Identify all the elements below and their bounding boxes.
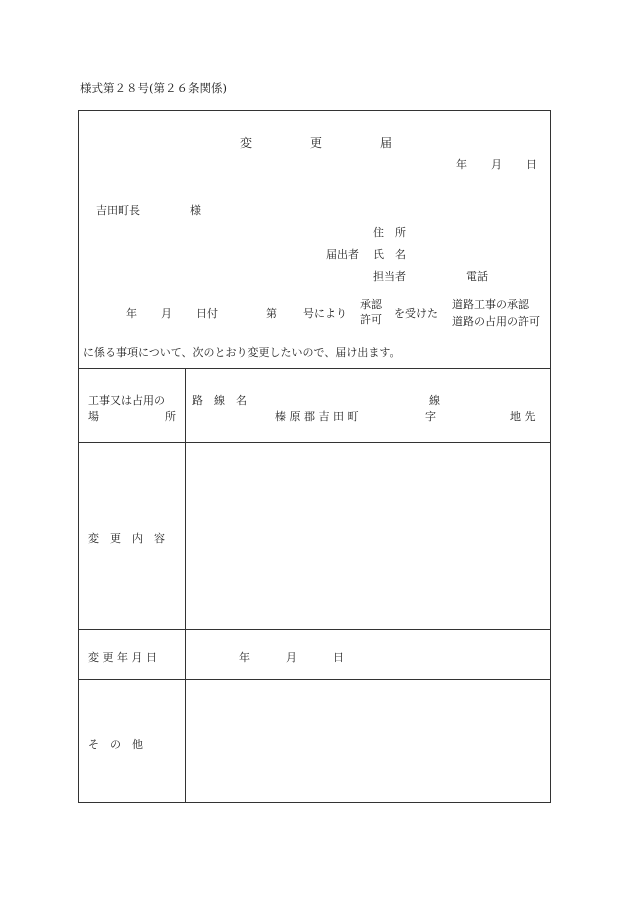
submission-year-label: 年	[456, 158, 467, 171]
address-label: 住 所	[373, 226, 406, 239]
submission-month-label: 月	[491, 158, 502, 171]
reference-year-label: 年	[126, 307, 137, 320]
divider-location-bottom	[78, 442, 551, 443]
change-date-month-label: 月	[286, 651, 297, 664]
reference-number-prefix: 第	[266, 307, 277, 320]
reference-number-suffix: 号により	[303, 307, 347, 320]
addressee-name: 吉田町長	[96, 204, 140, 217]
aza-label: 字	[425, 410, 436, 423]
form-number-label: 様式第２８号(第２６条関係)	[80, 81, 227, 95]
notifier-role-label: 届出者	[326, 248, 359, 261]
phone-label: 電話	[466, 270, 488, 283]
submission-day-label: 日	[526, 158, 537, 171]
received-label: を受けた	[394, 307, 438, 320]
location-label-line1: 工事又は占用の	[88, 394, 165, 407]
change-content-field[interactable]	[187, 444, 549, 628]
change-content-label: 変 更 内 容	[88, 532, 165, 545]
divider-date-bottom	[78, 679, 551, 680]
change-date-day-label: 日	[333, 651, 344, 664]
approval-option: 承認	[360, 298, 382, 311]
addressee-honorific: 様	[190, 204, 201, 217]
name-label: 氏 名	[373, 248, 406, 261]
route-name-label: 路 線 名	[192, 394, 247, 407]
other-label: そ の 他	[88, 738, 143, 751]
form-title-char-2: 更	[310, 136, 323, 150]
form-title-char-3: 届	[380, 136, 393, 150]
divider-content-bottom	[78, 629, 551, 630]
other-field[interactable]	[187, 681, 549, 801]
location-label-char-left: 場	[88, 410, 99, 423]
form-title-char-1: 変	[240, 136, 253, 150]
chisaki-label: 地 先	[510, 410, 536, 423]
contact-person-label: 担当者	[373, 270, 406, 283]
change-date-year-label: 年	[239, 651, 250, 664]
notification-statement: に係る事項について、次のとおり変更したいので、届け出ます。	[83, 346, 401, 359]
location-label-char-right: 所	[165, 410, 176, 423]
divider-header-bottom	[78, 368, 551, 369]
town-name: 榛 原 郡 吉 田 町	[275, 410, 359, 423]
road-work-approval-option: 道路工事の承認	[452, 298, 529, 311]
divider-label-column	[185, 368, 186, 803]
reference-day-label: 日付	[196, 307, 218, 320]
change-date-label: 変 更 年 月 日	[88, 651, 157, 664]
route-suffix-label: 線	[429, 394, 440, 407]
reference-month-label: 月	[161, 307, 172, 320]
permission-option: 許可	[360, 313, 382, 326]
road-occupancy-permit-option: 道路の占用の許可	[452, 315, 540, 328]
